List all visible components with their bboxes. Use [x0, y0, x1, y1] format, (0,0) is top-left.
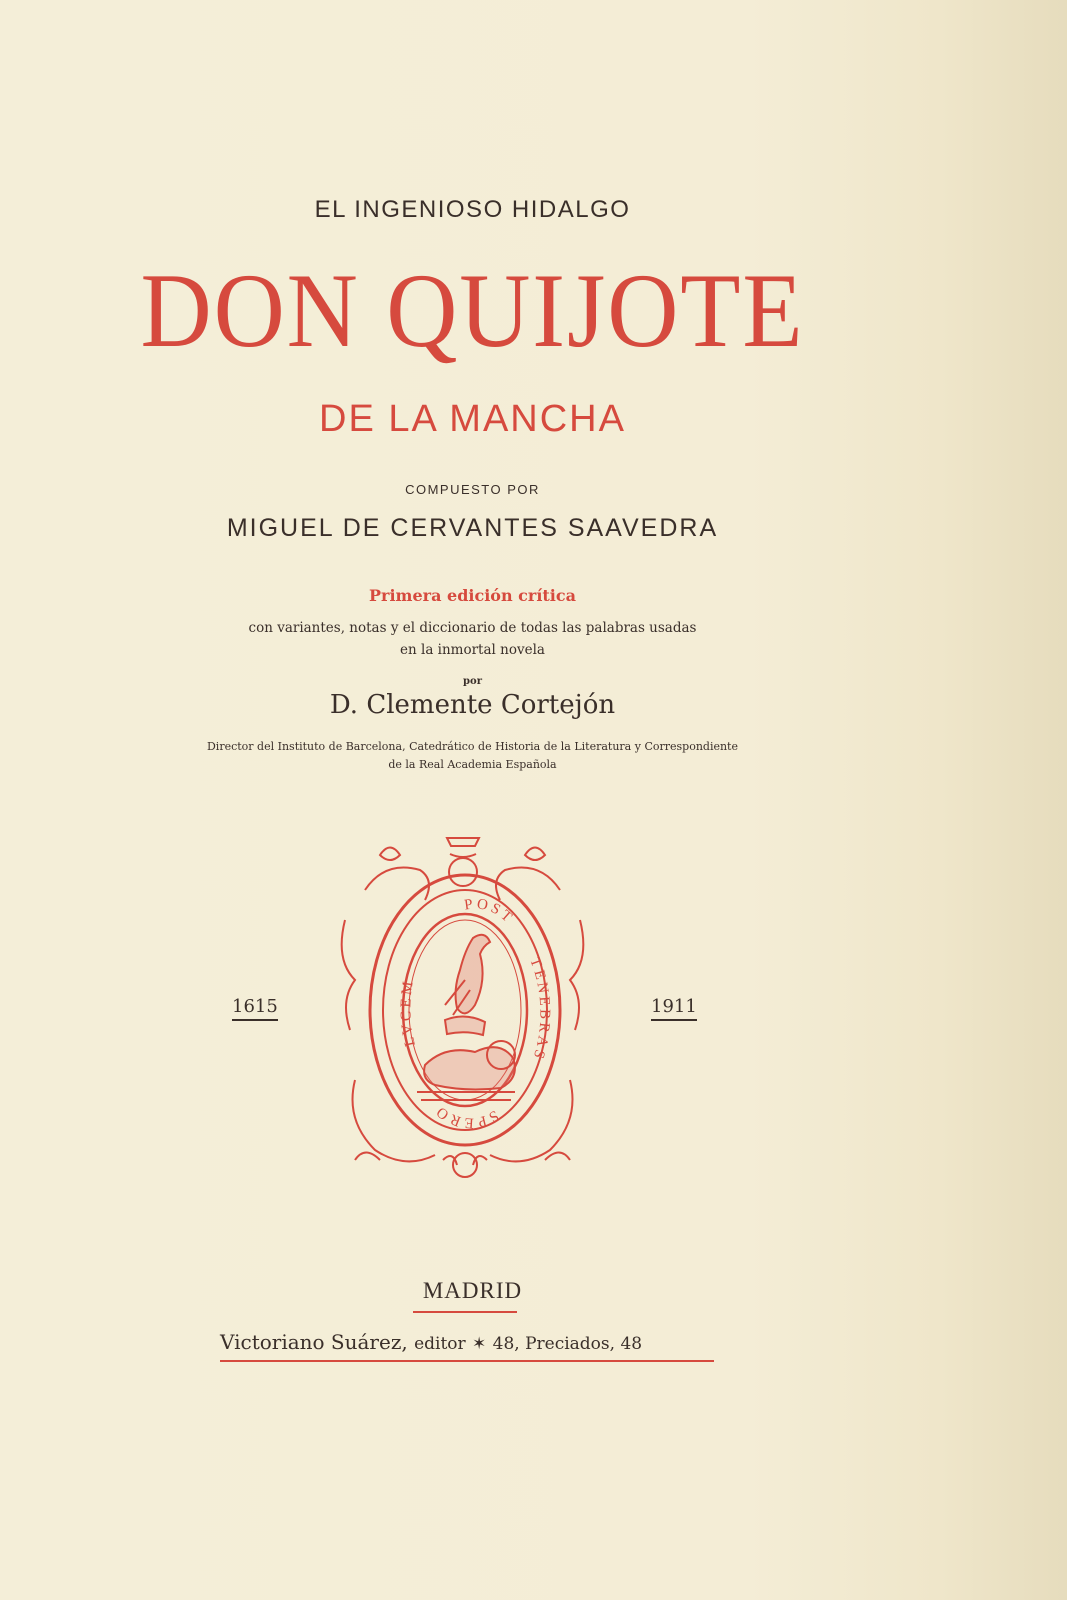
year-left: 1615: [232, 996, 278, 1021]
motto-right: TENEBRAS: [526, 955, 553, 1064]
editor-name: D. Clemente Cortejón: [329, 690, 616, 720]
subtitle-top: EL INGENIOSO HIDALGO: [314, 196, 631, 223]
imprint-line: [220, 1330, 715, 1354]
printer-device-emblem: [325, 830, 600, 1190]
description-line-1: con variantes, notas y el diccionario de todas las palabras usadas: [248, 620, 697, 636]
publisher-address: 48, Preciados, 48: [492, 1334, 643, 1354]
main-title: DON QUIJOTE: [140, 252, 805, 369]
motto-top: POST: [463, 896, 517, 928]
compuesto-label: COMPUESTO POR: [405, 482, 540, 497]
place-title: DE LA MANCHA: [319, 398, 626, 440]
motto-left: LVCEM: [398, 977, 419, 1048]
credentials-line-2: de la Real Academia Española: [388, 758, 557, 771]
description-line-2: en la inmortal novela: [400, 642, 545, 658]
publisher-name: Victoriano Suárez,: [220, 1330, 408, 1354]
year-right: 1911: [651, 996, 697, 1021]
separator-ornament: ✶: [472, 1334, 487, 1354]
por-label: por: [463, 676, 482, 687]
credentials-line-1: Director del Instituto de Barcelona, Catedrático de Historia de la Literatura y Correspondiente: [206, 740, 738, 753]
motto-bottom: SPERO: [431, 1101, 501, 1131]
author-name: MIGUEL DE CERVANTES SAAVEDRA: [226, 514, 719, 542]
publisher-rule: [220, 1360, 714, 1362]
publisher-role: editor: [414, 1334, 466, 1354]
edition-label: Primera edición crítica: [369, 586, 576, 605]
imprint-city: MADRID: [422, 1278, 523, 1303]
city-rule: [413, 1311, 517, 1313]
